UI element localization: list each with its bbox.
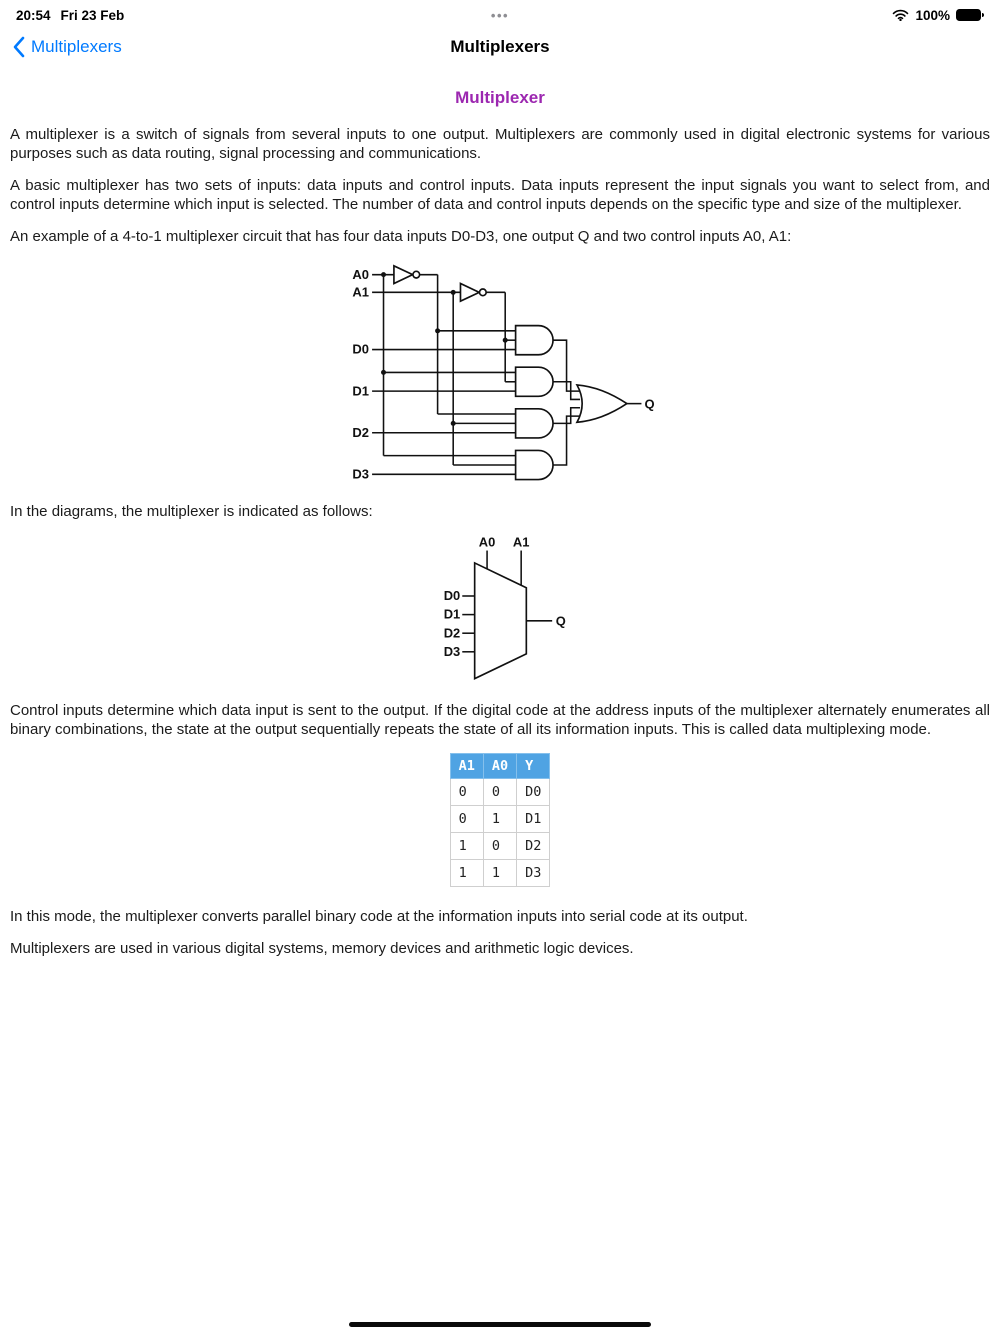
cell-y: D0	[517, 779, 550, 806]
symbol-label-d0: D0	[443, 588, 460, 604]
cell-y: D3	[517, 860, 550, 887]
cell-a0: 1	[483, 806, 516, 833]
circuit-label-d1: D1	[352, 383, 369, 399]
mux-circuit-diagram	[344, 259, 656, 490]
status-right	[892, 8, 984, 23]
and-gates	[516, 326, 553, 480]
paragraph-symbol-intro: In the diagrams, the multiplexer is indicated as follows:	[10, 503, 373, 521]
not-gates	[394, 266, 486, 301]
document-content	[0, 68, 1000, 958]
paragraph-usage: Multiplexers are used in various digital systems, memory devices and arithmetic logic devices.	[10, 940, 634, 958]
circuit-label-a1: A1	[352, 284, 369, 300]
paragraph-intro: A multiplexer is a switch of signals from several inputs to one output. Multiplexers are commonly used in digital electronic systems for various purposes such as data routing, signal processing and communications.	[10, 126, 990, 163]
table-row	[450, 806, 550, 833]
chevron-left-icon	[12, 36, 25, 58]
multitask-indicator[interactable]: •••	[490, 8, 510, 23]
cell-a0: 1	[483, 860, 516, 887]
cell-y: D1	[517, 806, 550, 833]
cell-a1: 1	[450, 833, 483, 860]
date: Fri 23 Feb	[60, 7, 125, 23]
cell-a1: 0	[450, 779, 483, 806]
nav-bar	[0, 26, 1000, 68]
truth-table-body	[450, 779, 550, 887]
article-heading: Multiplexer	[455, 88, 545, 107]
circuit-label-q: Q	[644, 396, 655, 412]
cell-a0: 0	[483, 833, 516, 860]
mux-body-shape	[474, 563, 526, 679]
mux-symbol-diagram	[428, 534, 573, 689]
symbol-label-a1: A1	[512, 534, 529, 550]
symbol-label-d1: D1	[443, 607, 460, 623]
clock: 20:54	[16, 7, 51, 23]
table-row	[450, 779, 550, 806]
home-indicator[interactable]	[349, 1322, 651, 1328]
mux-symbol-figure	[10, 534, 990, 689]
battery-icon	[956, 9, 984, 21]
circuit-label-a0: A0	[352, 267, 369, 283]
back-button[interactable]	[12, 36, 122, 58]
column-header-a0: A0	[483, 754, 516, 779]
paragraph-example: An example of a 4-to-1 multiplexer circuit that has four data inputs D0-D3, one output Q and two control inputs A0, A1:	[10, 228, 792, 246]
symbol-label-a0: A0	[478, 534, 495, 550]
circuit-label-d2: D2	[352, 425, 369, 441]
symbol-label-q: Q	[555, 613, 566, 629]
paragraph-serial-code: In this mode, the multiplexer converts parallel binary code at the information inputs into serial code at its output.	[10, 908, 748, 926]
table-row	[450, 833, 550, 860]
status-left	[16, 8, 124, 23]
paragraph-control-mode: Control inputs determine which data input is sent to the output. If the digital code at the address inputs of the multiplexer alternately enumerates all binary combinations, the state at the output sequentially repeats the state of all its information inputs. This is called data multiplexing mode.	[10, 702, 990, 739]
cell-a1: 0	[450, 806, 483, 833]
truth-table	[450, 753, 551, 887]
table-row	[450, 860, 550, 887]
truth-table-header	[450, 754, 550, 779]
paragraph-inputs: A basic multiplexer has two sets of inputs: data inputs and control inputs. Data inputs represent the input signals you want to select from, and control inputs determine which input is selected. The number of data and control inputs depends on the specific type and size of the multiplexer.	[10, 177, 990, 214]
symbol-label-d2: D2	[443, 625, 460, 641]
table-header-row	[450, 754, 550, 779]
or-gate	[577, 385, 627, 422]
symbol-label-d3: D3	[443, 644, 460, 660]
cell-a0: 0	[483, 779, 516, 806]
wifi-icon	[892, 9, 909, 21]
cell-y: D2	[517, 833, 550, 860]
page-title: Multiplexers	[450, 37, 550, 56]
circuit-label-d0: D0	[352, 341, 369, 357]
cell-a1: 1	[450, 860, 483, 887]
column-header-a1: A1	[450, 754, 483, 779]
column-header-y: Y	[517, 754, 550, 779]
circuit-diagram-figure	[10, 259, 990, 490]
battery-percent-label: 100%	[915, 7, 950, 23]
status-bar	[0, 0, 1000, 26]
circuit-wiring	[372, 275, 516, 475]
back-button-label: Multiplexers	[31, 37, 122, 56]
circuit-label-d3: D3	[352, 466, 369, 482]
